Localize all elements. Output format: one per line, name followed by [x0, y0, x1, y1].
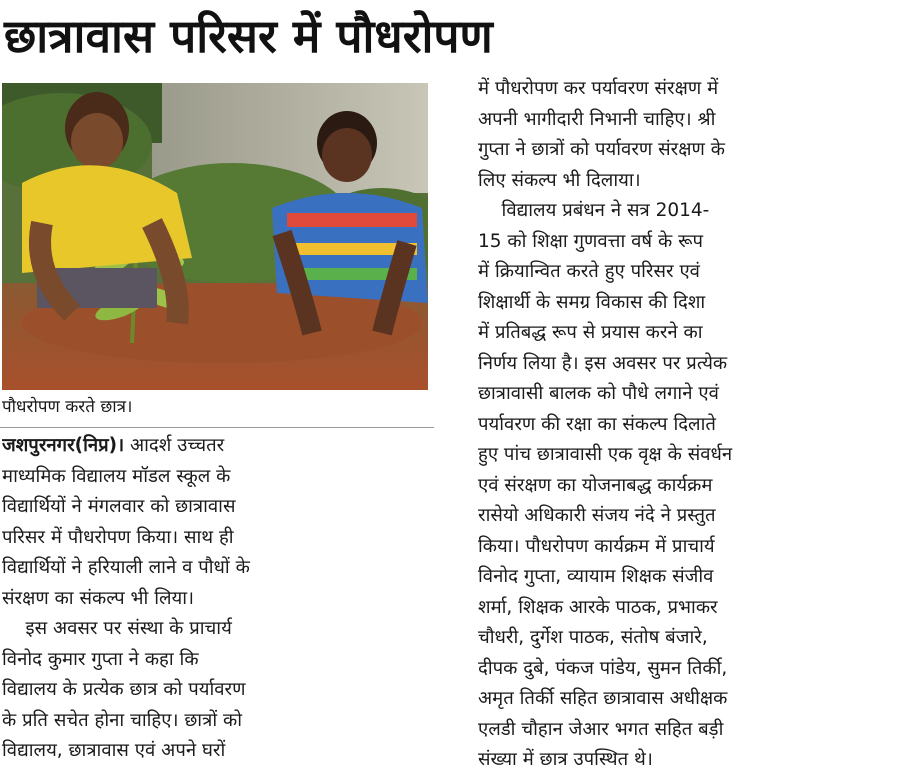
article-line: शर्मा, शिक्षक आरके पाठक, प्रभाकर [478, 596, 718, 618]
article-line: विद्यालय, छात्रावास एवं अपने घरों [2, 740, 226, 761]
article-line: रासेयो अधिकारी संजय नंदे ने प्रस्तुत [478, 505, 716, 526]
article-line: किया। पौधरोपण कार्यक्रम में प्राचार्य [478, 535, 715, 557]
headline: छात्रावास परिसर में पौधरोपण [4, 9, 493, 63]
article-line: विनोद कुमार गुप्ता ने कहा कि [2, 648, 199, 670]
article-line: परिसर में पौधरोपण किया। साथ ही [2, 526, 234, 548]
article-line: के प्रति सचेत होना चाहिए। छात्रों को [2, 709, 242, 731]
article-line: अमृत तिर्की सहित छात्रावास अधीक्षक [478, 688, 728, 709]
article-line: शिक्षार्थी के समग्र विकास की दिशा [478, 291, 706, 313]
article-line: 15 को शिक्षा गुणवत्ता वर्ष के रूप [478, 230, 703, 252]
article-line: माध्यमिक विद्यालय मॉडल स्कूल के [2, 465, 231, 487]
article-line: एवं संरक्षण का योजनाबद्ध कार्यक्रम [478, 474, 713, 496]
article-line: में क्रियान्वित करते हुए परिसर एवं [478, 261, 700, 282]
article-line: अपनी भागीदारी निभानी चाहिए। श्री [478, 108, 716, 130]
photo-image [2, 83, 428, 390]
article-line: दीपक दुबे, पंकज पांडेय, सुमन तिर्की, [478, 657, 728, 679]
article-line: चौधरी, दुर्गेश पाठक, संतोष बंजारे, [478, 627, 708, 648]
caption-divider [0, 427, 434, 428]
photo-caption: पौधरोपण करते छात्र। [2, 397, 133, 417]
dateline: जशपुरनगर(निप्र)। [2, 435, 125, 456]
article-line: पर्यावरण की रक्षा का संकल्प दिलाते [478, 413, 716, 435]
article-column-left [2, 431, 430, 767]
article-line: लिए संकल्प भी दिलाया। [478, 169, 641, 191]
article-line: में पौधरोपण कर पर्यावरण संरक्षण में [478, 78, 719, 99]
news-photo [2, 83, 428, 390]
article-text: आदर्श उच्चतर [124, 435, 225, 456]
article-line: विद्यार्थियों ने हरियाली लाने व पौधों के [2, 557, 250, 578]
article-line: संरक्षण का संकल्प भी लिया। [2, 587, 195, 609]
article-column-right [478, 74, 904, 776]
article-line: इस अवसर पर संस्था के प्राचार्य [2, 618, 232, 639]
article-line: एलडी चौहान जेआर भगत सहित बड़ी [478, 718, 724, 740]
article-line: हुए पांच छात्रावासी एक वृक्ष के संवर्धन [478, 444, 733, 465]
article-line: में प्रतिबद्ध रूप से प्रयास करने का [478, 322, 703, 343]
article-line: विद्यालय प्रबंधन ने सत्र 2014- [478, 200, 710, 221]
article-line: विद्यालय के प्रत्येक छात्र को पर्यावरण [2, 679, 246, 700]
article-line: छात्रावासी बालक को पौधे लगाने एवं [478, 383, 719, 404]
article-line: विनोद गुप्ता, व्यायाम शिक्षक संजीव [478, 566, 714, 587]
article-line: गुप्ता ने छात्रों को पर्यावरण संरक्षण के [478, 139, 725, 160]
article-line: विद्यार्थियों ने मंगलवार को छात्रावास [2, 496, 236, 517]
article-line: निर्णय लिया है। इस अवसर पर प्रत्येक [478, 352, 728, 374]
article-line: संख्या में छात्र उपस्थित थे। [478, 749, 653, 770]
article-line [2, 431, 430, 462]
